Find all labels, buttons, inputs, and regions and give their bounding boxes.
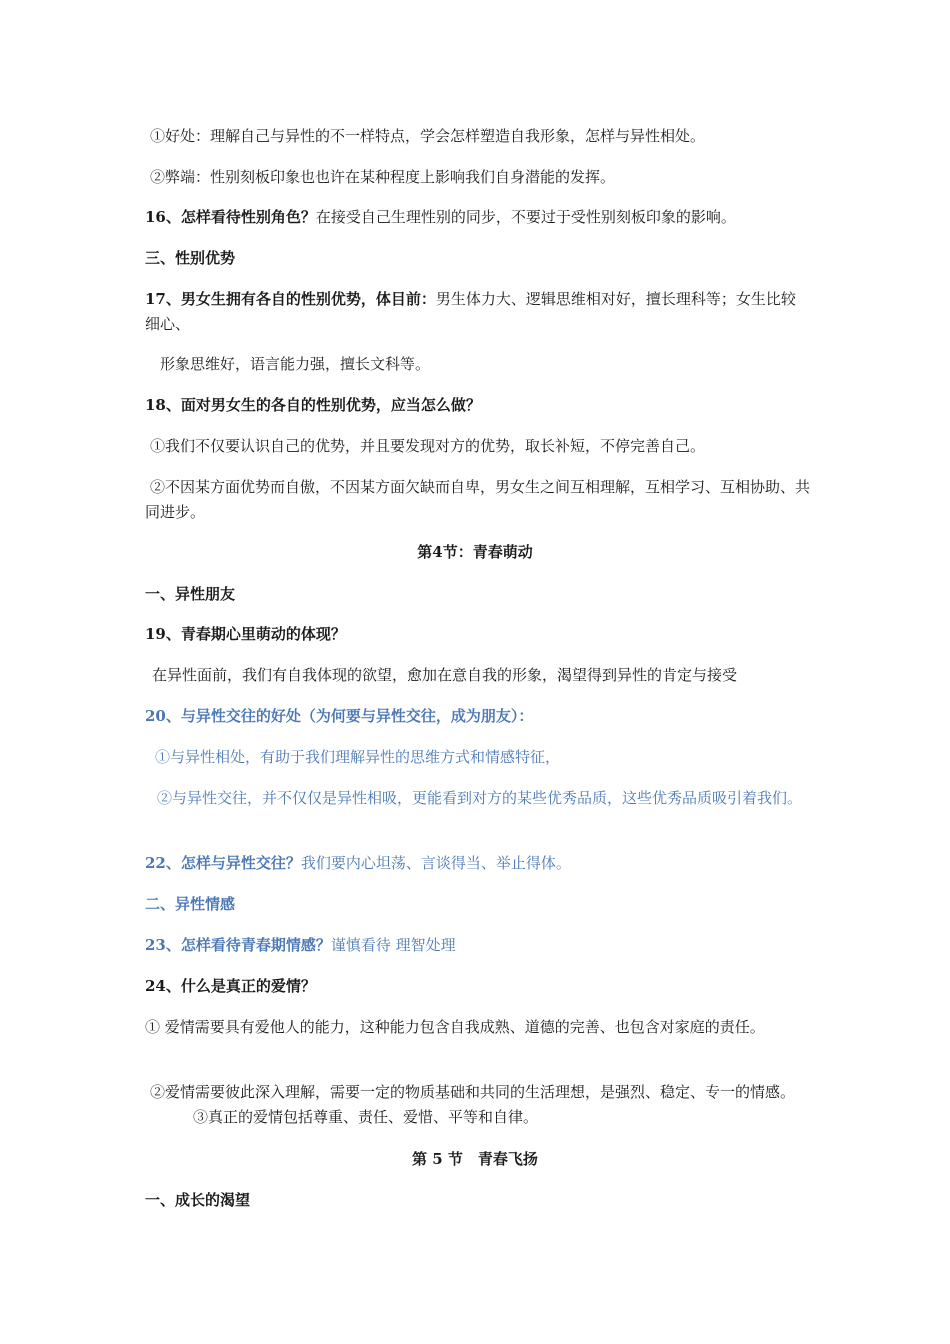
answer-18-point-2: ②不因某方面优势而自傲，不因某方面欠缺而自卑，男女生之间互相理解，互相学习、互相协助、共同进步。	[145, 478, 811, 521]
question-23	[145, 933, 810, 958]
question-22	[145, 851, 810, 876]
section-heading-opposite-friends: 一、异性朋友	[145, 585, 236, 603]
section-heading-gender-advantage: 三、性别优势	[145, 249, 236, 267]
question-16-label: 16、怎样看待性别角色？	[145, 208, 316, 226]
question-17-label: 17、男女生拥有各自的性别优势，体目前：	[145, 290, 436, 308]
question-24: 24、什么是真正的爱情？	[145, 977, 316, 995]
question-17	[145, 287, 810, 337]
question-20: 20、与异性交往的好处（为何要与异性交往，成为朋友）：	[145, 707, 534, 725]
question-16-answer: 在接受自己生理性别的同步，不要过于受性别刻板印象的影响。	[315, 208, 736, 226]
question-22-answer: 我们要内心坦荡、言谈得当、举止得体。	[300, 854, 571, 872]
question-17-continuation: 形象思维好，语言能力强，擅长文科等。	[160, 355, 431, 373]
answer-20-point-2: ②与异性交往，并不仅仅是异性相吸，更能看到对方的某些优秀品质，这些优秀品质吸引着我们。	[157, 789, 803, 807]
benefit-line: ①好处：理解自己与异性的不一样特点，学会怎样塑造自我形象，怎样与异性相处。	[150, 127, 706, 145]
question-19: 19、青春期心里萌动的体现？	[145, 625, 346, 643]
question-23-label: 23、怎样看待青春期情感？	[145, 936, 331, 954]
section-title-5: 第 5 节 青春飞扬	[412, 1150, 538, 1168]
section-heading-growth: 一、成长的渴望	[145, 1191, 251, 1209]
answer-24-point-1: ① 爱情需要具有爱他人的能力，这种能力包含自我成熟、道德的完善、也包含对家庭的责任。	[145, 1018, 765, 1036]
answer-24-point-2-text: ②爱情需要彼此深入理解，需要一定的物质基础和共同的生活理想，是强烈、稳定、专一的情感。	[150, 1083, 796, 1101]
answer-24-point-2	[145, 1080, 810, 1130]
question-16	[145, 205, 810, 230]
answer-18-point-1: ①我们不仅要认识自己的优势，并且要发现对方的优势，取长补短，不停完善自己。	[150, 437, 706, 455]
section-title-4: 第4节：青春萌动	[417, 543, 533, 561]
question-23-answer: 谨慎看待 理智处理	[330, 936, 456, 954]
answer-24-point-3: ③真正的爱情包括尊重、责任、爱惜、平等和自律。	[193, 1108, 539, 1126]
question-22-label: 22、怎样与异性交往？	[145, 854, 301, 872]
drawback-line: ②弊端：性别刻板印象也也许在某种程度上影响我们自身潜能的发挥。	[150, 168, 616, 186]
section-heading-opposite-emotion: 二、异性情感	[145, 895, 236, 913]
question-17-answer: 男生体力大、逻辑思维相对好，擅长理科等；女生比较细心、	[145, 290, 796, 333]
answer-20-point-1: ①与异性相处，有助于我们理解异性的思维方式和情感特征，	[155, 748, 561, 766]
question-18: 18、面对男女生的各自的性别优势，应当怎么做？	[145, 396, 481, 414]
answer-19: 在异性面前，我们有自我体现的欲望，愈加在意自我的形象，渴望得到异性的肯定与接受	[152, 666, 738, 684]
